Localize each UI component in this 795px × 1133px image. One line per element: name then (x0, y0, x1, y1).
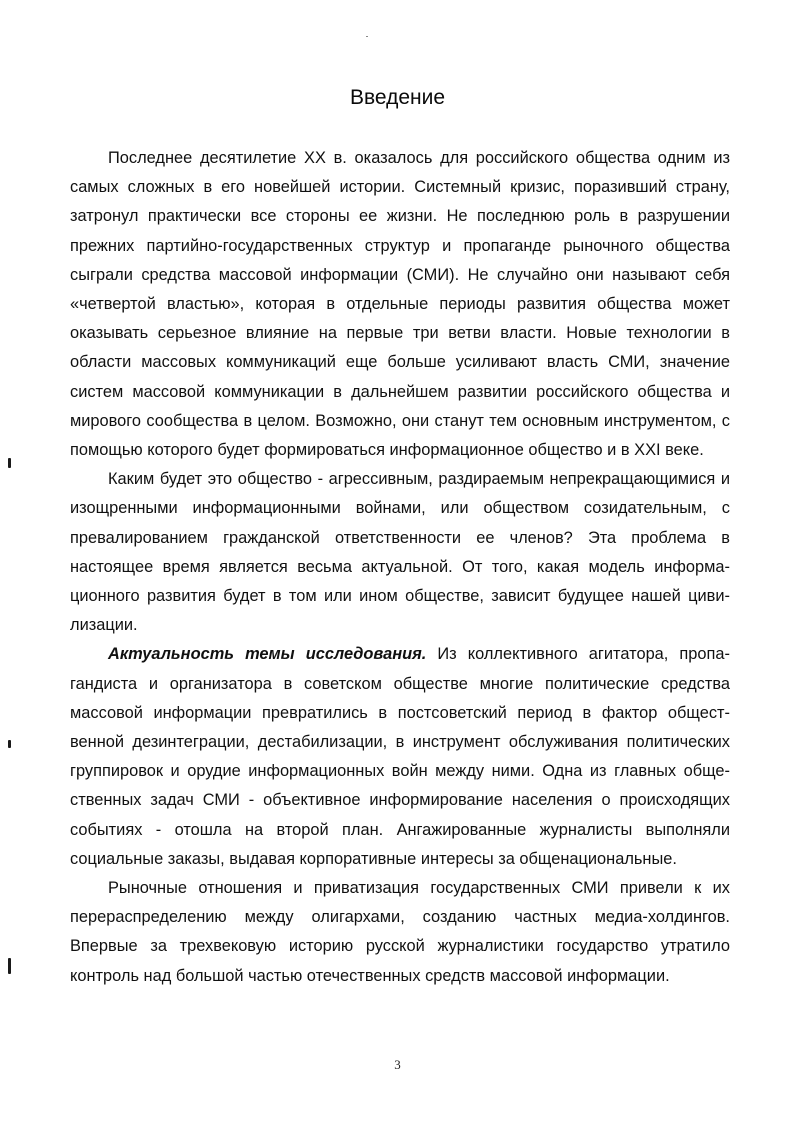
page-number: 3 (394, 1057, 401, 1072)
paragraph-relevance (70, 640, 730, 874)
paragraph-text: Каким будет это общество - агрессивным, раздираемым непрекращающимися и изощренными информационными войнами, или обществом созидательным, с превалированием гражданской ответственности ее членов? Эта проблема в настоящее время является весьма актуальной. От того, какая модель информационного развития будет в том или ином обществе, зависит будущее нашей цивилизации. (70, 470, 730, 635)
scan-speck (366, 36, 368, 37)
paragraph-market (70, 874, 730, 991)
paragraph-question (70, 465, 730, 640)
scan-margin-mark (8, 958, 11, 974)
paragraph-intro (70, 144, 730, 465)
scan-margin-mark (8, 740, 11, 748)
paragraph-text: Из коллективного агитатора, пропагандиста и организатора в советском обществе многие политические средства массовой информации превратились в постсоветский период в фактор общественной дезинтеграции, дестабилизации, в инструмент обслуживания политических группировок и орудие информационных войн между ними. Одна из главных общественных задач СМИ - объективное информирование населения о происходящих событиях - отошла на второй план. Ангажированные журналисты выполняли социальные заказы, выдавая корпоративные интересы за общенациональные. (70, 645, 730, 868)
body-text (70, 144, 730, 991)
page-title: Введение (349, 86, 446, 109)
paragraph-text: Последнее десятилетие XX в. оказалось для российского общества одним из самых сложных в его новейшей истории. Системный кризис, поразивший страну, затронул практически все стороны ее жизни. Не последнюю роль в разрушении прежних партийно-государственных структур и пропаганде рыночного общества сыграли средства массовой информации (СМИ). Не случайно они называют себя «четвертой властью», которая в отдельные периоды развития общества может оказывать серьезное влияние на первые три ветви власти. Новые технологии в области массовых коммуникаций еще больше усиливают власть СМИ, значение систем массовой коммуникации в дальнейшем развитии российского общества и мирового сообщества в целом. Возможно, они станут тем основным инструментом, с помощью которого будет формироваться информационное общество и в XXI веке. (70, 149, 730, 460)
paragraph-text: Рыночные отношения и приватизация государственных СМИ привели к их перераспределению между олигархами, созданию частных медиа-холдингов. Впервые за трехвековую историю русской журналистики государство утратило контроль над большой частью отечественных средств массовой информации. (70, 879, 730, 985)
scan-margin-mark (8, 458, 11, 468)
paragraph-lead: Актуальность темы исследования. (108, 645, 427, 664)
